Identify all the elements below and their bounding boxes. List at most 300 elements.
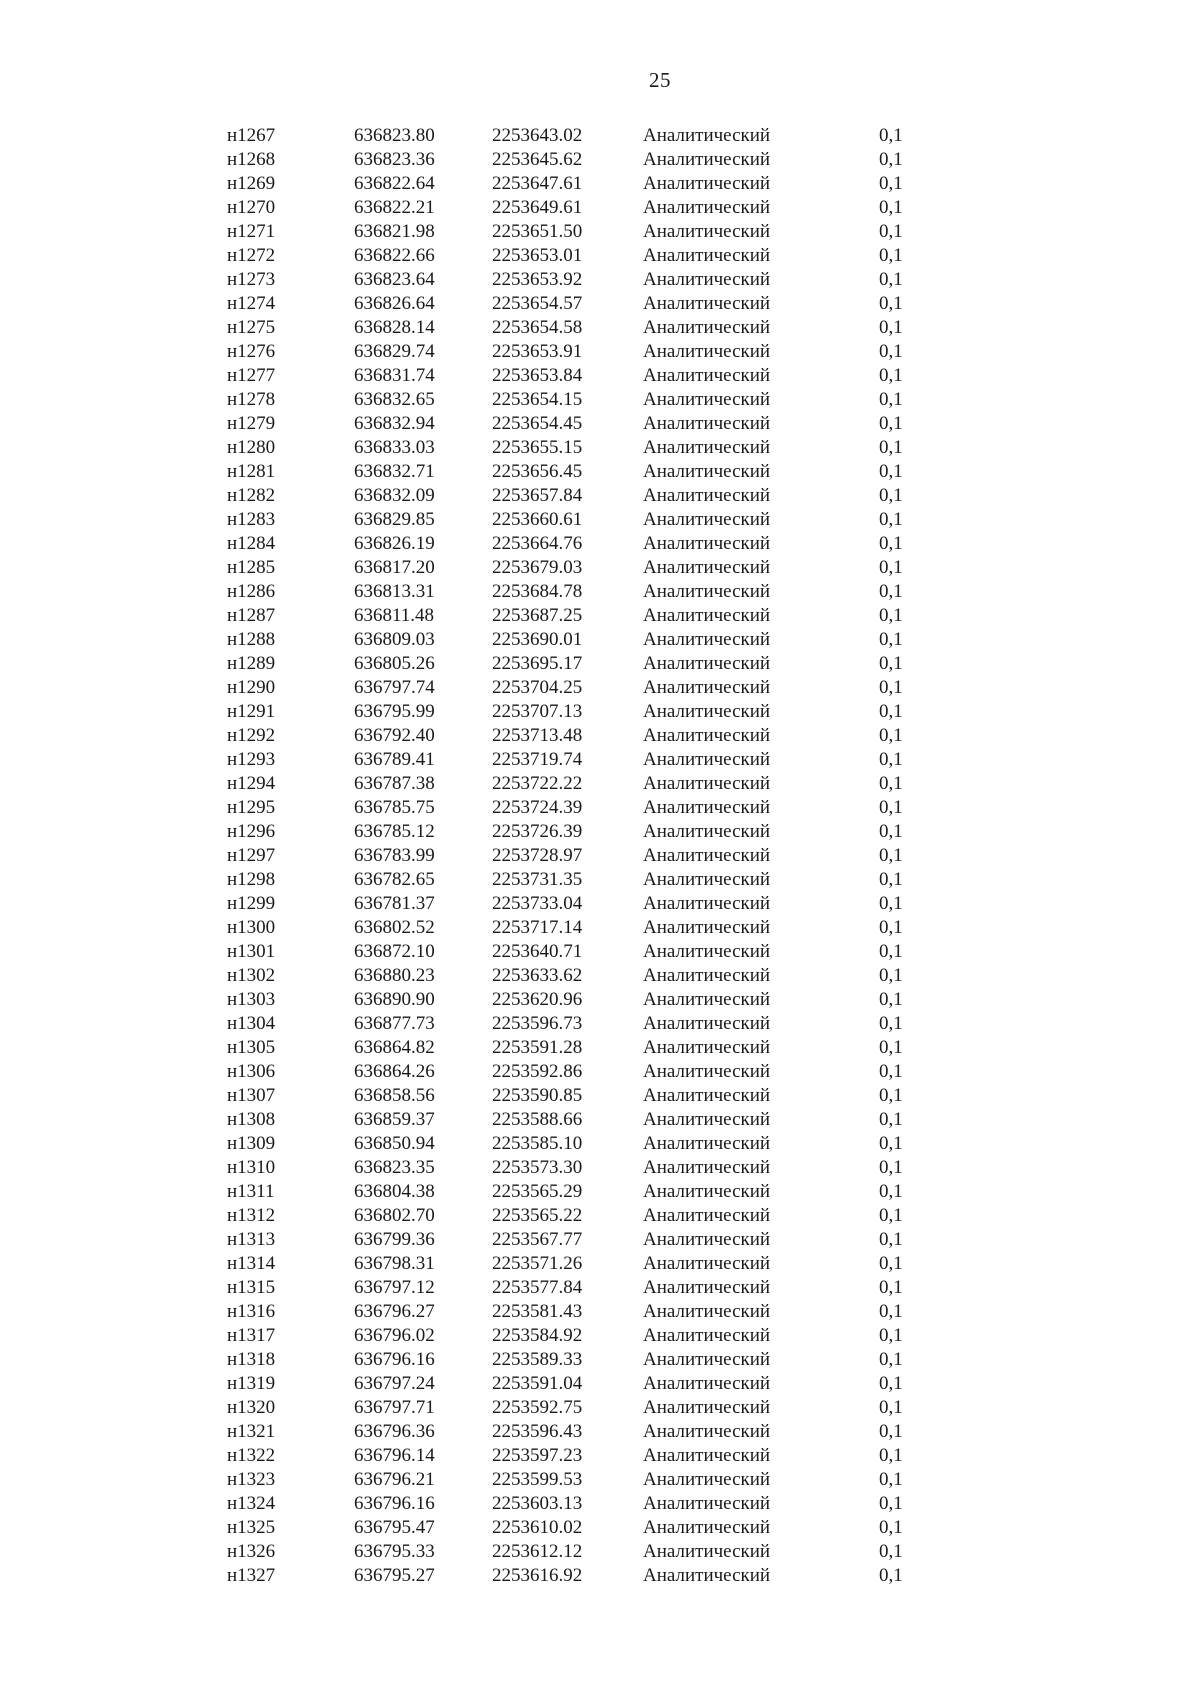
table-row [0,772,1200,796]
method-cell: Аналитический [643,1277,771,1298]
table-row [0,604,1200,628]
method-cell: Аналитический [643,797,771,818]
point-id-cell: н1285 [227,557,276,578]
y-coordinate-cell: 2253654.58 [492,317,583,338]
x-coordinate-cell: 636795.99 [354,701,435,722]
x-coordinate-cell: 636792.40 [354,725,435,746]
point-id-cell: н1306 [227,1061,276,1082]
y-coordinate-cell: 2253649.61 [492,197,583,218]
x-coordinate-cell: 636829.74 [354,341,435,362]
x-coordinate-cell: 636817.20 [354,557,435,578]
x-coordinate-cell: 636822.64 [354,173,435,194]
y-coordinate-cell: 2253656.45 [492,461,583,482]
method-cell: Аналитический [643,965,771,986]
point-id-cell: н1309 [227,1133,276,1154]
method-cell: Аналитический [643,1397,771,1418]
table-row [0,676,1200,700]
table-row [0,172,1200,196]
table-row [0,412,1200,436]
point-id-cell: н1305 [227,1037,276,1058]
y-coordinate-cell: 2253577.84 [492,1277,583,1298]
accuracy-cell: 0,1 [879,293,903,314]
point-id-cell: н1273 [227,269,276,290]
accuracy-cell: 0,1 [879,1205,903,1226]
accuracy-cell: 0,1 [879,485,903,506]
y-coordinate-cell: 2253588.66 [492,1109,583,1130]
accuracy-cell: 0,1 [879,1517,903,1538]
accuracy-cell: 0,1 [879,1037,903,1058]
x-coordinate-cell: 636796.36 [354,1421,435,1442]
method-cell: Аналитический [643,821,771,842]
point-id-cell: н1277 [227,365,276,386]
method-cell: Аналитический [643,125,771,146]
x-coordinate-cell: 636864.26 [354,1061,435,1082]
x-coordinate-cell: 636823.35 [354,1157,435,1178]
table-row [0,268,1200,292]
method-cell: Аналитический [643,269,771,290]
x-coordinate-cell: 636811.48 [354,605,435,626]
point-id-cell: н1287 [227,605,276,626]
x-coordinate-cell: 636850.94 [354,1133,435,1154]
y-coordinate-cell: 2253679.03 [492,557,583,578]
point-id-cell: н1304 [227,1013,276,1034]
x-coordinate-cell: 636832.65 [354,389,435,410]
y-coordinate-cell: 2253654.15 [492,389,583,410]
point-id-cell: н1296 [227,821,276,842]
x-coordinate-cell: 636828.14 [354,317,435,338]
point-id-cell: н1271 [227,221,276,242]
table-row [0,388,1200,412]
x-coordinate-cell: 636829.85 [354,509,435,530]
table-row [0,460,1200,484]
accuracy-cell: 0,1 [879,893,903,914]
accuracy-cell: 0,1 [879,389,903,410]
y-coordinate-cell: 2253596.43 [492,1421,583,1442]
accuracy-cell: 0,1 [879,1181,903,1202]
accuracy-cell: 0,1 [879,1397,903,1418]
table-row [0,556,1200,580]
method-cell: Аналитический [643,1085,771,1106]
point-id-cell: н1297 [227,845,276,866]
method-cell: Аналитический [643,1181,771,1202]
x-coordinate-cell: 636797.71 [354,1397,435,1418]
table-row [0,1516,1200,1540]
point-id-cell: н1288 [227,629,276,650]
accuracy-cell: 0,1 [879,509,903,530]
x-coordinate-cell: 636796.27 [354,1301,435,1322]
x-coordinate-cell: 636796.02 [354,1325,435,1346]
table-row [0,1204,1200,1228]
method-cell: Аналитический [643,1157,771,1178]
y-coordinate-cell: 2253704.25 [492,677,583,698]
method-cell: Аналитический [643,365,771,386]
accuracy-cell: 0,1 [879,797,903,818]
point-id-cell: н1269 [227,173,276,194]
method-cell: Аналитический [643,221,771,242]
accuracy-cell: 0,1 [879,365,903,386]
table-row [0,244,1200,268]
table-row [0,1372,1200,1396]
x-coordinate-cell: 636797.24 [354,1373,435,1394]
accuracy-cell: 0,1 [879,749,903,770]
accuracy-cell: 0,1 [879,869,903,890]
method-cell: Аналитический [643,485,771,506]
accuracy-cell: 0,1 [879,1325,903,1346]
point-id-cell: н1278 [227,389,276,410]
x-coordinate-cell: 636783.99 [354,845,435,866]
y-coordinate-cell: 2253653.91 [492,341,583,362]
method-cell: Аналитический [643,1349,771,1370]
table-row [0,196,1200,220]
accuracy-cell: 0,1 [879,1469,903,1490]
table-row [0,484,1200,508]
accuracy-cell: 0,1 [879,1373,903,1394]
y-coordinate-cell: 2253567.77 [492,1229,583,1250]
method-cell: Аналитический [643,293,771,314]
y-coordinate-cell: 2253657.84 [492,485,583,506]
point-id-cell: н1307 [227,1085,276,1106]
accuracy-cell: 0,1 [879,1133,903,1154]
point-id-cell: н1275 [227,317,276,338]
method-cell: Аналитический [643,317,771,338]
accuracy-cell: 0,1 [879,1253,903,1274]
accuracy-cell: 0,1 [879,557,903,578]
accuracy-cell: 0,1 [879,917,903,938]
point-id-cell: н1316 [227,1301,276,1322]
x-coordinate-cell: 636826.64 [354,293,435,314]
x-coordinate-cell: 636809.03 [354,629,435,650]
y-coordinate-cell: 2253565.29 [492,1181,583,1202]
x-coordinate-cell: 636832.71 [354,461,435,482]
y-coordinate-cell: 2253597.23 [492,1445,583,1466]
accuracy-cell: 0,1 [879,221,903,242]
method-cell: Аналитический [643,1565,771,1586]
accuracy-cell: 0,1 [879,533,903,554]
accuracy-cell: 0,1 [879,149,903,170]
point-id-cell: н1291 [227,701,276,722]
method-cell: Аналитический [643,197,771,218]
table-row [0,628,1200,652]
x-coordinate-cell: 636832.09 [354,485,435,506]
method-cell: Аналитический [643,413,771,434]
y-coordinate-cell: 2253643.02 [492,125,583,146]
y-coordinate-cell: 2253592.75 [492,1397,583,1418]
table-row [0,1228,1200,1252]
x-coordinate-cell: 636796.14 [354,1445,435,1466]
point-id-cell: н1311 [227,1181,275,1202]
point-id-cell: н1323 [227,1469,276,1490]
accuracy-cell: 0,1 [879,725,903,746]
x-coordinate-cell: 636785.75 [354,797,435,818]
method-cell: Аналитический [643,341,771,362]
method-cell: Аналитический [643,149,771,170]
table-row [0,724,1200,748]
accuracy-cell: 0,1 [879,173,903,194]
y-coordinate-cell: 2253713.48 [492,725,583,746]
point-id-cell: н1324 [227,1493,276,1514]
x-coordinate-cell: 636795.33 [354,1541,435,1562]
point-id-cell: н1325 [227,1517,276,1538]
table-row [0,220,1200,244]
x-coordinate-cell: 636797.12 [354,1277,435,1298]
method-cell: Аналитический [643,1445,771,1466]
point-id-cell: н1267 [227,125,276,146]
point-id-cell: н1274 [227,293,276,314]
point-id-cell: н1312 [227,1205,276,1226]
x-coordinate-cell: 636804.38 [354,1181,435,1202]
method-cell: Аналитический [643,893,771,914]
coordinates-table [0,124,1200,1588]
y-coordinate-cell: 2253612.12 [492,1541,583,1562]
y-coordinate-cell: 2253590.85 [492,1085,583,1106]
table-row [0,580,1200,604]
method-cell: Аналитический [643,1469,771,1490]
y-coordinate-cell: 2253707.13 [492,701,583,722]
table-row [0,532,1200,556]
x-coordinate-cell: 636795.27 [354,1565,435,1586]
accuracy-cell: 0,1 [879,413,903,434]
accuracy-cell: 0,1 [879,1085,903,1106]
accuracy-cell: 0,1 [879,965,903,986]
accuracy-cell: 0,1 [879,1013,903,1034]
table-row [0,1492,1200,1516]
point-id-cell: н1280 [227,437,276,458]
y-coordinate-cell: 2253610.02 [492,1517,583,1538]
point-id-cell: н1283 [227,509,276,530]
table-row [0,1060,1200,1084]
x-coordinate-cell: 636833.03 [354,437,435,458]
accuracy-cell: 0,1 [879,1493,903,1514]
y-coordinate-cell: 2253731.35 [492,869,583,890]
x-coordinate-cell: 636789.41 [354,749,435,770]
y-coordinate-cell: 2253654.57 [492,293,583,314]
method-cell: Аналитический [643,941,771,962]
x-coordinate-cell: 636890.90 [354,989,435,1010]
method-cell: Аналитический [643,1301,771,1322]
y-coordinate-cell: 2253664.76 [492,533,583,554]
point-id-cell: н1313 [227,1229,276,1250]
point-id-cell: н1314 [227,1253,276,1274]
table-row [0,700,1200,724]
method-cell: Аналитический [643,773,771,794]
accuracy-cell: 0,1 [879,317,903,338]
y-coordinate-cell: 2253585.10 [492,1133,583,1154]
method-cell: Аналитический [643,1229,771,1250]
method-cell: Аналитический [643,509,771,530]
y-coordinate-cell: 2253724.39 [492,797,583,818]
method-cell: Аналитический [643,1061,771,1082]
y-coordinate-cell: 2253581.43 [492,1301,583,1322]
accuracy-cell: 0,1 [879,1229,903,1250]
table-row [0,1564,1200,1588]
table-row [0,1540,1200,1564]
point-id-cell: н1282 [227,485,276,506]
y-coordinate-cell: 2253728.97 [492,845,583,866]
accuracy-cell: 0,1 [879,1301,903,1322]
accuracy-cell: 0,1 [879,773,903,794]
method-cell: Аналитический [643,917,771,938]
table-row [0,988,1200,1012]
point-id-cell: н1310 [227,1157,276,1178]
x-coordinate-cell: 636781.37 [354,893,435,914]
y-coordinate-cell: 2253653.92 [492,269,583,290]
y-coordinate-cell: 2253591.28 [492,1037,583,1058]
method-cell: Аналитический [643,173,771,194]
y-coordinate-cell: 2253584.92 [492,1325,583,1346]
x-coordinate-cell: 636877.73 [354,1013,435,1034]
table-row [0,1276,1200,1300]
x-coordinate-cell: 636826.19 [354,533,435,554]
table-row [0,1420,1200,1444]
table-row [0,748,1200,772]
point-id-cell: н1298 [227,869,276,890]
method-cell: Аналитический [643,1325,771,1346]
y-coordinate-cell: 2253571.26 [492,1253,583,1274]
x-coordinate-cell: 636795.47 [354,1517,435,1538]
table-row [0,1012,1200,1036]
accuracy-cell: 0,1 [879,1541,903,1562]
table-row [0,1348,1200,1372]
y-coordinate-cell: 2253719.74 [492,749,583,770]
method-cell: Аналитический [643,437,771,458]
y-coordinate-cell: 2253645.62 [492,149,583,170]
table-row [0,340,1200,364]
accuracy-cell: 0,1 [879,941,903,962]
accuracy-cell: 0,1 [879,245,903,266]
table-row [0,1300,1200,1324]
x-coordinate-cell: 636821.98 [354,221,435,242]
table-row [0,844,1200,868]
table-row [0,1036,1200,1060]
x-coordinate-cell: 636859.37 [354,1109,435,1130]
table-row [0,1468,1200,1492]
point-id-cell: н1289 [227,653,276,674]
point-id-cell: н1292 [227,725,276,746]
y-coordinate-cell: 2253599.53 [492,1469,583,1490]
point-id-cell: н1286 [227,581,276,602]
point-id-cell: н1290 [227,677,276,698]
method-cell: Аналитический [643,1037,771,1058]
method-cell: Аналитический [643,1421,771,1442]
table-row [0,1156,1200,1180]
y-coordinate-cell: 2253722.22 [492,773,583,794]
table-row [0,820,1200,844]
y-coordinate-cell: 2253653.01 [492,245,583,266]
point-id-cell: н1322 [227,1445,276,1466]
table-row [0,1444,1200,1468]
table-row [0,652,1200,676]
method-cell: Аналитический [643,989,771,1010]
table-row [0,796,1200,820]
y-coordinate-cell: 2253591.04 [492,1373,583,1394]
point-id-cell: н1326 [227,1541,276,1562]
method-cell: Аналитический [643,869,771,890]
accuracy-cell: 0,1 [879,821,903,842]
table-row [0,1396,1200,1420]
accuracy-cell: 0,1 [879,677,903,698]
accuracy-cell: 0,1 [879,1061,903,1082]
table-row [0,124,1200,148]
point-id-cell: н1301 [227,941,276,962]
method-cell: Аналитический [643,701,771,722]
x-coordinate-cell: 636823.36 [354,149,435,170]
point-id-cell: н1315 [227,1277,276,1298]
method-cell: Аналитический [643,461,771,482]
method-cell: Аналитический [643,749,771,770]
y-coordinate-cell: 2253687.25 [492,605,583,626]
point-id-cell: н1284 [227,533,276,554]
point-id-cell: н1300 [227,917,276,938]
table-row [0,316,1200,340]
y-coordinate-cell: 2253616.92 [492,1565,583,1586]
point-id-cell: н1308 [227,1109,276,1130]
method-cell: Аналитический [643,533,771,554]
method-cell: Аналитический [643,653,771,674]
accuracy-cell: 0,1 [879,437,903,458]
x-coordinate-cell: 636823.80 [354,125,435,146]
table-row [0,148,1200,172]
table-row [0,1252,1200,1276]
table-row [0,892,1200,916]
x-coordinate-cell: 636799.36 [354,1229,435,1250]
y-coordinate-cell: 2253651.50 [492,221,583,242]
method-cell: Аналитический [643,557,771,578]
y-coordinate-cell: 2253654.45 [492,413,583,434]
point-id-cell: н1270 [227,197,276,218]
y-coordinate-cell: 2253726.39 [492,821,583,842]
accuracy-cell: 0,1 [879,581,903,602]
x-coordinate-cell: 636787.38 [354,773,435,794]
point-id-cell: н1276 [227,341,276,362]
method-cell: Аналитический [643,581,771,602]
point-id-cell: н1302 [227,965,276,986]
x-coordinate-cell: 636813.31 [354,581,435,602]
x-coordinate-cell: 636872.10 [354,941,435,962]
point-id-cell: н1321 [227,1421,276,1442]
table-row [0,1132,1200,1156]
y-coordinate-cell: 2253565.22 [492,1205,583,1226]
y-coordinate-cell: 2253573.30 [492,1157,583,1178]
point-id-cell: н1268 [227,149,276,170]
x-coordinate-cell: 636782.65 [354,869,435,890]
y-coordinate-cell: 2253717.14 [492,917,583,938]
y-coordinate-cell: 2253620.96 [492,989,583,1010]
x-coordinate-cell: 636802.70 [354,1205,435,1226]
method-cell: Аналитический [643,605,771,626]
x-coordinate-cell: 636858.56 [354,1085,435,1106]
point-id-cell: н1299 [227,893,276,914]
method-cell: Аналитический [643,245,771,266]
method-cell: Аналитический [643,1109,771,1130]
accuracy-cell: 0,1 [879,1349,903,1370]
x-coordinate-cell: 636796.16 [354,1349,435,1370]
y-coordinate-cell: 2253653.84 [492,365,583,386]
y-coordinate-cell: 2253660.61 [492,509,583,530]
point-id-cell: н1303 [227,989,276,1010]
point-id-cell: н1317 [227,1325,276,1346]
accuracy-cell: 0,1 [879,269,903,290]
y-coordinate-cell: 2253695.17 [492,653,583,674]
point-id-cell: н1272 [227,245,276,266]
point-id-cell: н1327 [227,1565,276,1586]
point-id-cell: н1295 [227,797,276,818]
x-coordinate-cell: 636805.26 [354,653,435,674]
y-coordinate-cell: 2253640.71 [492,941,583,962]
accuracy-cell: 0,1 [879,1421,903,1442]
x-coordinate-cell: 636831.74 [354,365,435,386]
y-coordinate-cell: 2253647.61 [492,173,583,194]
table-row [0,868,1200,892]
